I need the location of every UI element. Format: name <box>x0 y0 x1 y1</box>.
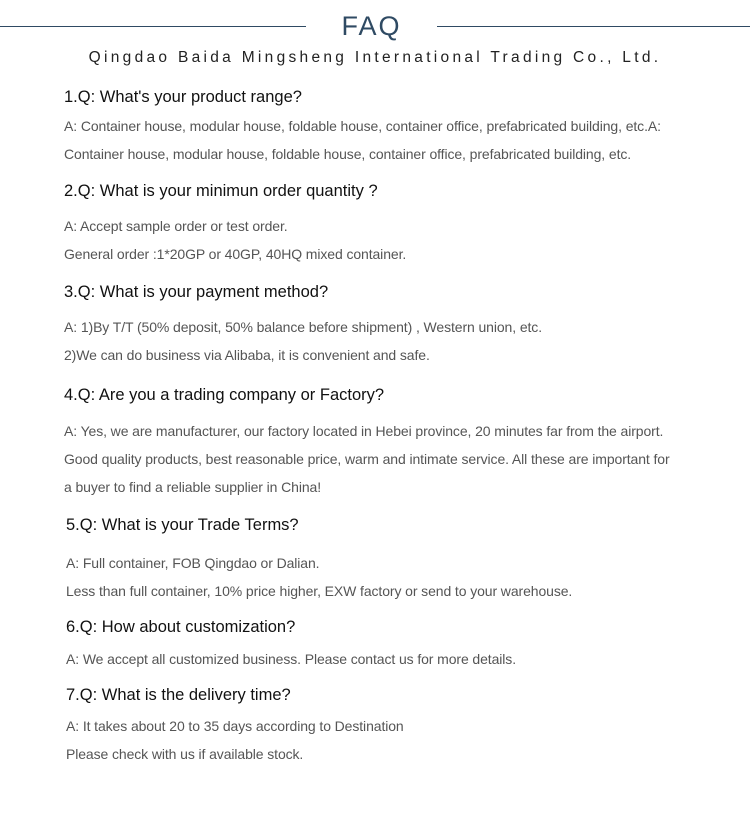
faq-question-1: 1.Q: What's your product range? <box>64 88 302 106</box>
faq-answer-6-line-1: A: We accept all customized business. Please contact us for more details. <box>66 651 516 667</box>
faq-answer-2-line-2: General order :1*20GP or 40GP, 40HQ mixed container. <box>64 246 407 262</box>
faq-question-5: 5.Q: What is your Trade Terms? <box>66 516 299 534</box>
faq-answer-1-line-2: Container house, modular house, foldable house, container office, prefabricated building, etc. <box>64 146 632 162</box>
faq-question-6: 6.Q: How about customization? <box>66 618 296 636</box>
faq-answer-4-line-3: a buyer to find a reliable supplier in China! <box>64 479 321 495</box>
faq-answer-7-line-2: Please check with us if available stock. <box>66 746 304 762</box>
faq-answer-1-line-1: A: Container house, modular house, foldable house, container office, prefabricated building, etc.A: <box>64 118 661 134</box>
faq-answer-7-line-1: A: It takes about 20 to 35 days according to Destination <box>66 718 404 734</box>
faq-answer-4-line-1: A: Yes, we are manufacturer, our factory located in Hebei province, 20 minutes far from the airport. <box>64 423 664 439</box>
header-rule-left <box>0 26 306 27</box>
header-rule-right <box>437 26 750 27</box>
faq-header <box>0 0 750 70</box>
faq-question-3: 3.Q: What is your payment method? <box>64 283 329 301</box>
faq-question-4: 4.Q: Are you a trading company or Factory? <box>64 386 385 404</box>
faq-answer-5-line-1: A: Full container, FOB Qingdao or Dalian. <box>66 555 320 571</box>
faq-question-7: 7.Q: What is the delivery time? <box>66 686 291 704</box>
faq-answer-5-line-2: Less than full container, 10% price higher, EXW factory or send to your warehouse. <box>66 583 573 599</box>
faq-answer-2-line-1: A: Accept sample order or test order. <box>64 218 288 234</box>
page-title: FAQ <box>341 11 402 41</box>
faq-question-2: 2.Q: What is your minimun order quantity ? <box>64 182 378 200</box>
faq-answer-4-line-2: Good quality products, best reasonable price, warm and intimate service. All these are important for <box>64 451 670 467</box>
faq-answer-3-line-1: A: 1)By T/T (50% deposit, 50% balance before shipment) , Western union, etc. <box>64 319 542 335</box>
company-name: Qingdao Baida Mingsheng International Trading Co., Ltd. <box>88 49 662 66</box>
faq-answer-3-line-2: 2)We can do business via Alibaba, it is convenient and safe. <box>64 347 430 363</box>
